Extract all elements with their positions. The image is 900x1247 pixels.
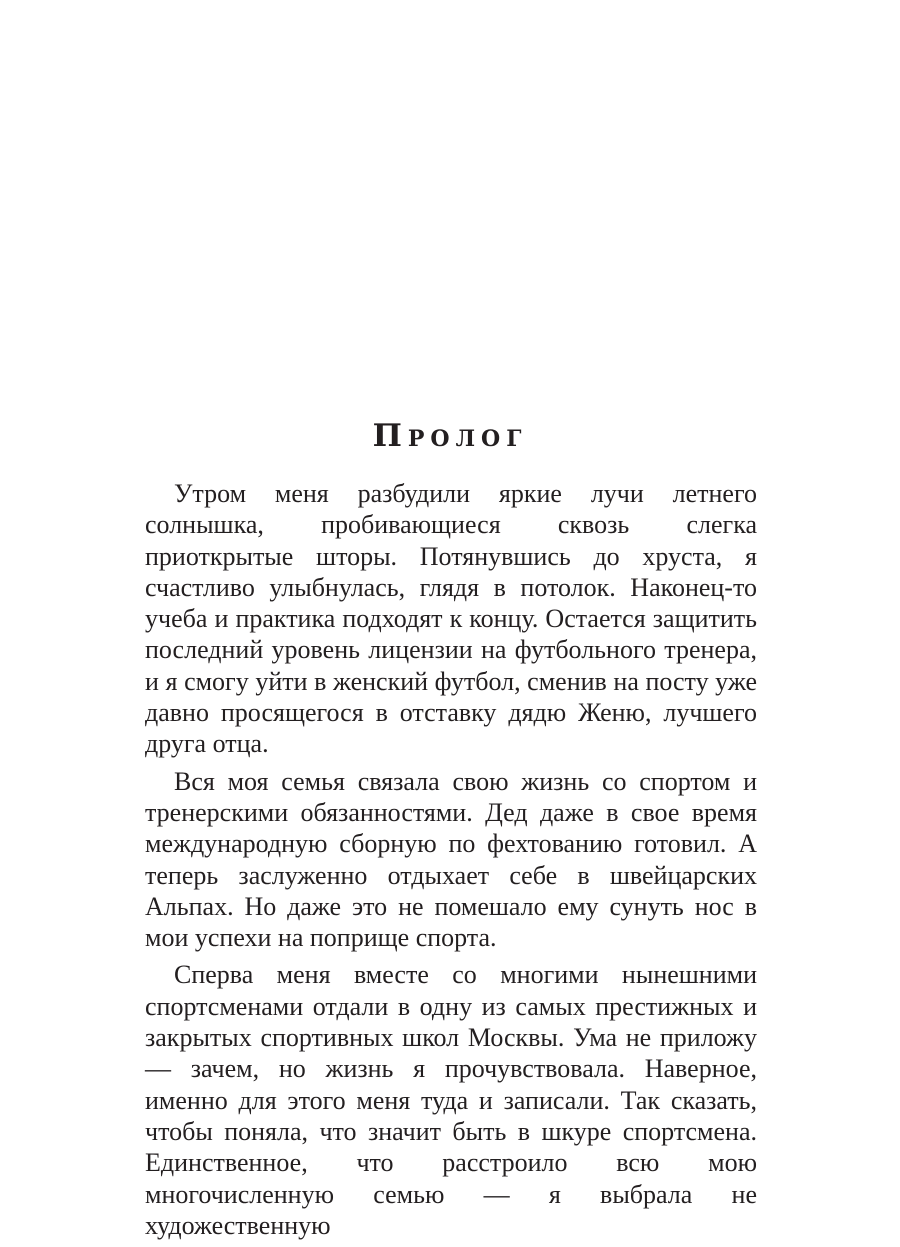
chapter-title: Пролог (372, 418, 528, 454)
paragraph-3: Сперва меня вместе со многими нынешними спортсменами отдали в одну из самых престижных и закрытых спортивных школ Москвы. Ума не приложу — зачем, но жизнь я прочувствовала. Наверное, именно для этого меня туда и записали. Так сказать, чтобы поняла, что значит быть в шкуре спортсмена. Единственное, что расстроило всю мою многочисленную семью — я выбрала не художественную (145, 960, 757, 1240)
chapter-body (145, 478, 757, 1247)
paragraph-1: Утром меня разбудили яркие лучи летнего солнышка, пробивающиеся сквозь слегка приоткрытые шторы. Потянувшись до хруста, я счастливо улыбнулась, глядя в потолок. Наконец-то учеба и практика подходят к концу. Остается защитить последний уровень лицензии на футбольного тренера, и я смогу уйти в женский футбол, сменив на посту уже давно просящегося в отставку дядю Женю, лучшего друга отца. (145, 479, 757, 759)
paragraph-2: Вся моя семья связала свою жизнь со спортом и тренерскими обязанностями. Дед даже в свое время международную сборную по фехтованию готовил. А теперь заслуженно отдыхает себе в швейцарских Альпах. Но даже это не помешало ему сунуть нос в мои успехи на поприще спорта. (145, 766, 757, 953)
